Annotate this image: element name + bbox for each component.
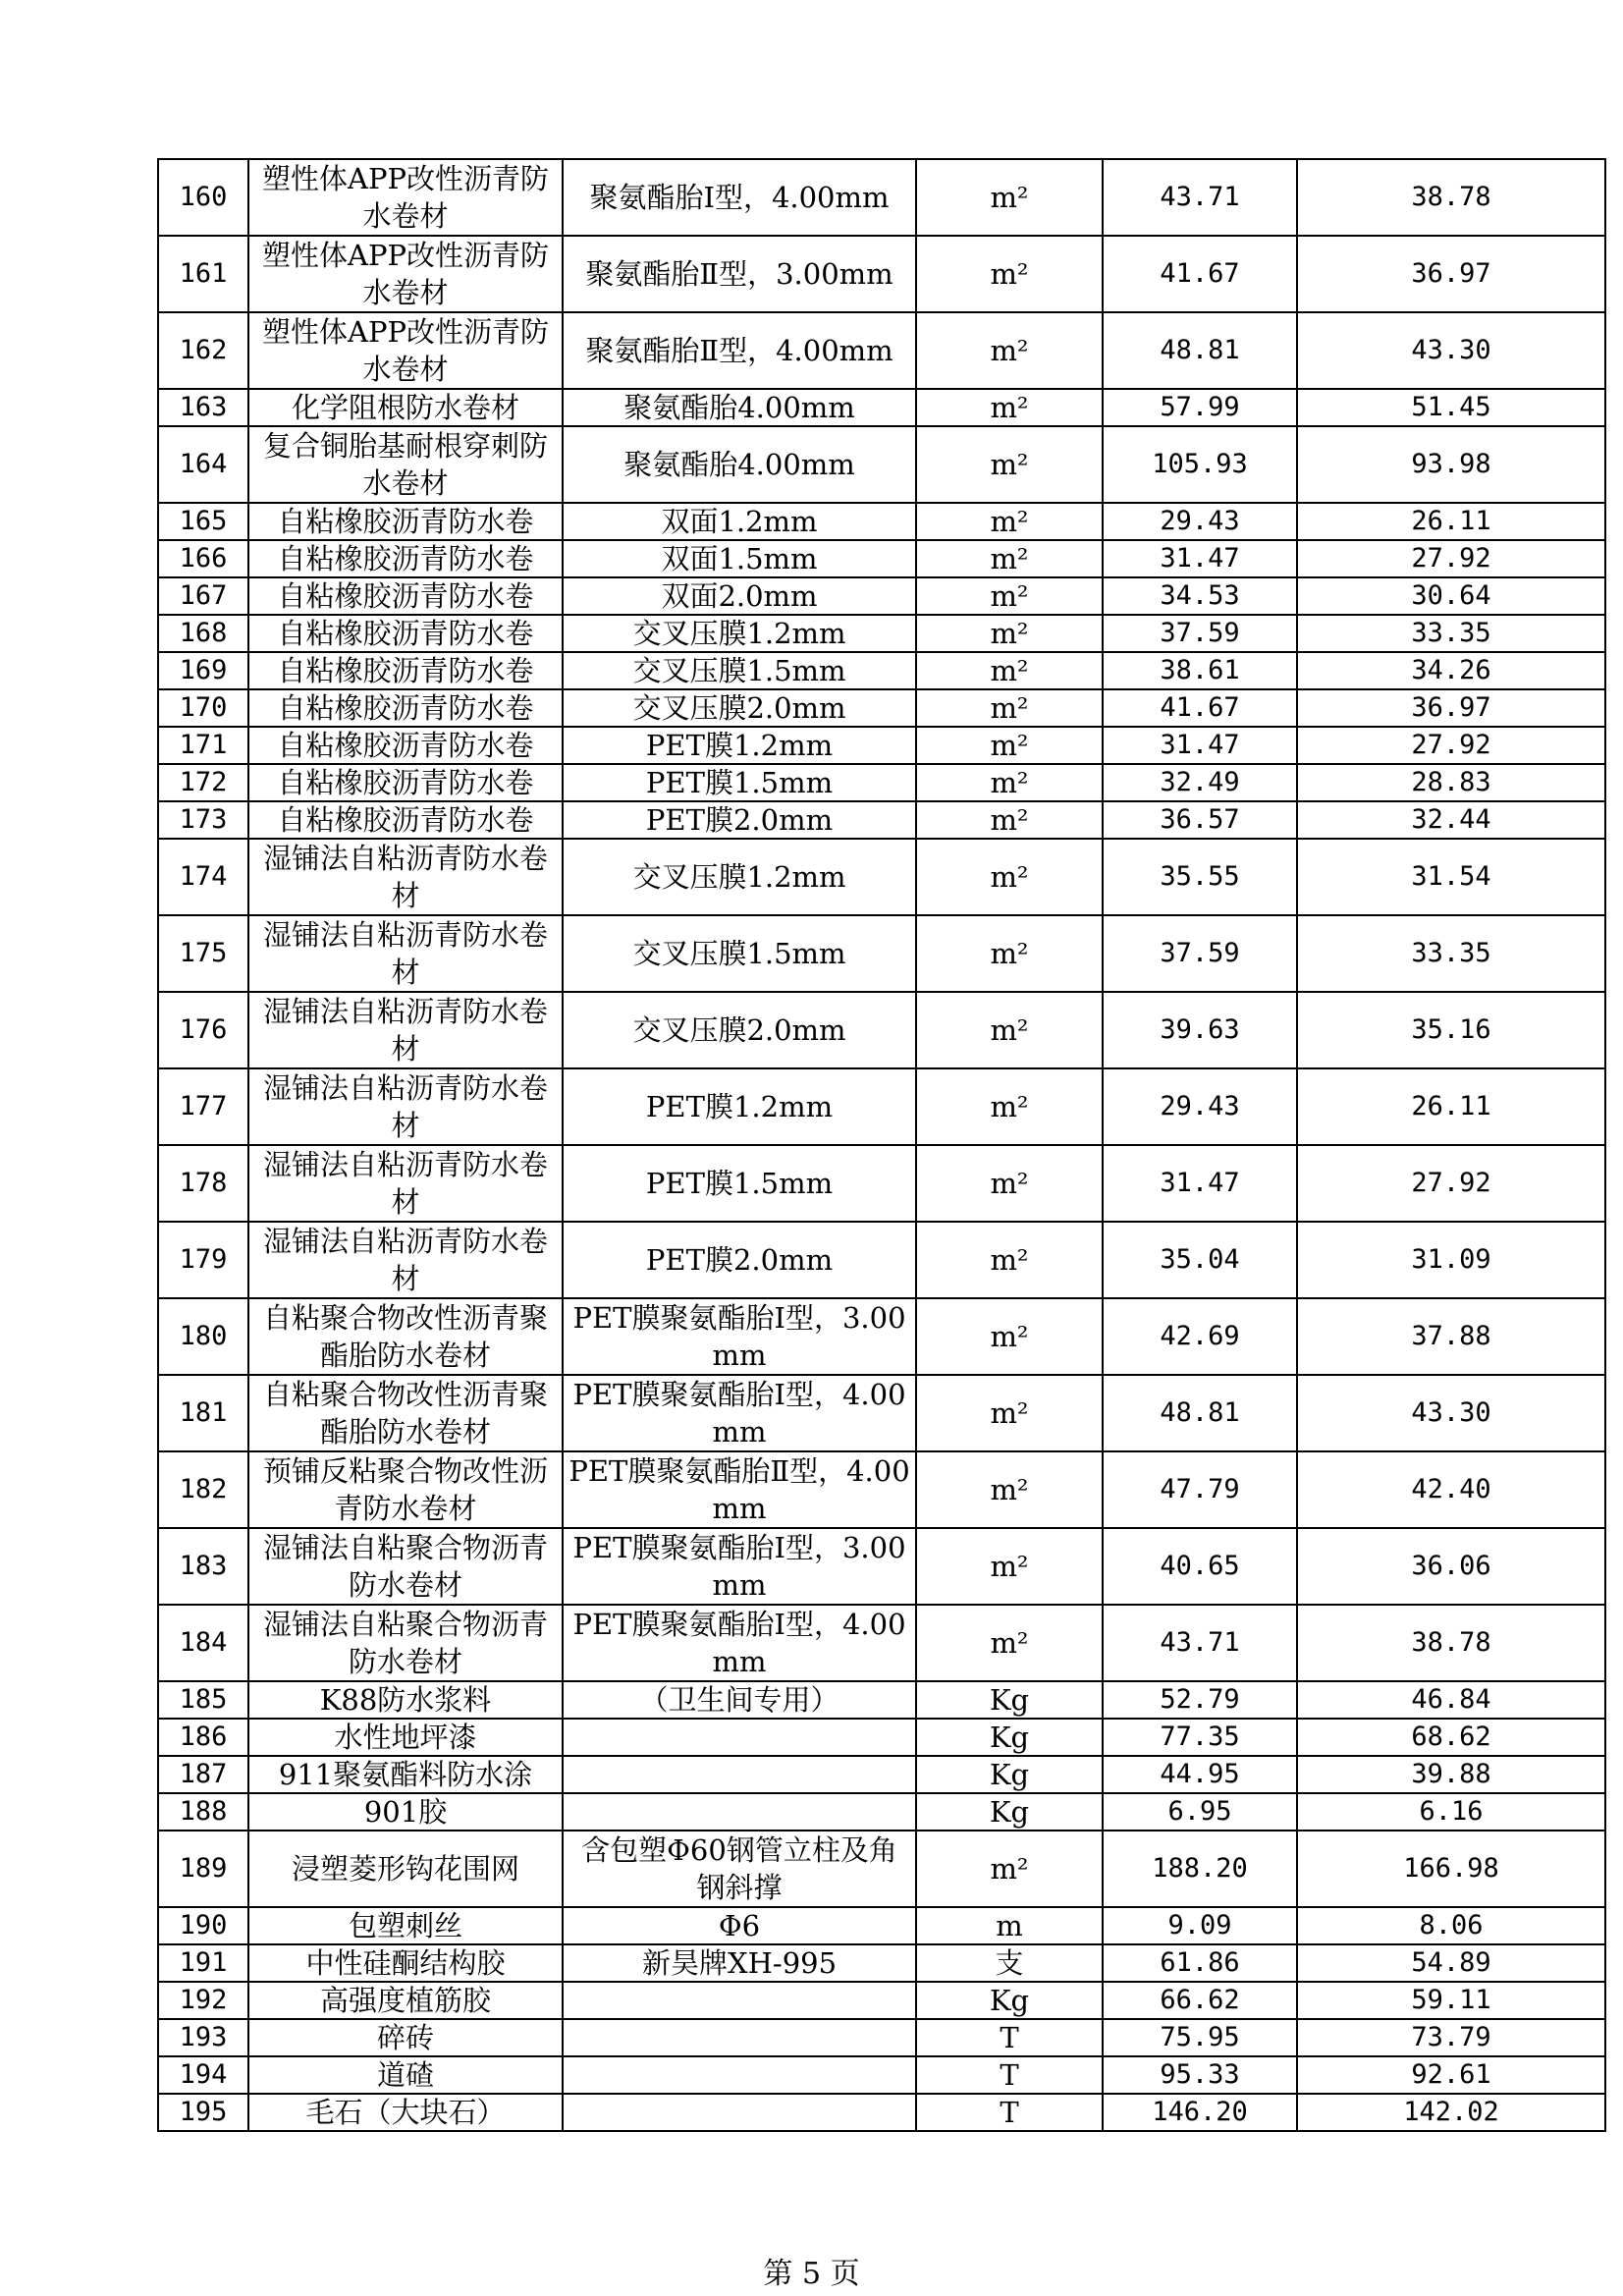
table-row	[158, 1298, 1605, 1375]
row-number-cell: 187	[158, 1756, 248, 1793]
price-incl-tax-cell: 41.67	[1103, 689, 1297, 727]
specification-cell: PET膜聚氨酯胎Ⅰ型，3.00mm	[563, 1528, 916, 1605]
price-incl-tax-cell: 31.47	[1103, 1145, 1297, 1222]
table-row	[158, 1793, 1605, 1831]
price-excl-tax-cell: 26.11	[1297, 503, 1605, 540]
specification-cell: 交叉压膜1.2mm	[563, 615, 916, 652]
price-excl-tax-cell: 30.64	[1297, 577, 1605, 615]
material-name-cell: 自粘橡胶沥青防水卷	[248, 652, 563, 689]
specification-cell: 交叉压膜2.0mm	[563, 689, 916, 727]
row-number-cell: 193	[158, 2019, 248, 2056]
row-number-cell: 190	[158, 1907, 248, 1944]
price-excl-tax-cell: 27.92	[1297, 727, 1605, 764]
row-number-cell: 169	[158, 652, 248, 689]
row-number-cell: 184	[158, 1605, 248, 1681]
material-name-cell: 自粘橡胶沥青防水卷	[248, 727, 563, 764]
unit-cell: m²	[916, 915, 1103, 992]
table-row	[158, 1451, 1605, 1528]
row-number-cell: 183	[158, 1528, 248, 1605]
row-number-cell: 170	[158, 689, 248, 727]
price-incl-tax-cell: 29.43	[1103, 1068, 1297, 1145]
price-excl-tax-cell: 39.88	[1297, 1756, 1605, 1793]
table-row	[158, 1681, 1605, 1719]
row-number-cell: 178	[158, 1145, 248, 1222]
unit-cell: m²	[916, 727, 1103, 764]
material-name-cell: 湿铺法自粘沥青防水卷材	[248, 915, 563, 992]
specification-cell: （卫生间专用）	[563, 1681, 916, 1719]
price-incl-tax-cell: 42.69	[1103, 1298, 1297, 1375]
price-excl-tax-cell: 37.88	[1297, 1298, 1605, 1375]
material-name-cell: 毛石（大块石）	[248, 2094, 563, 2131]
material-name-cell: 自粘橡胶沥青防水卷	[248, 801, 563, 839]
price-excl-tax-cell: 36.97	[1297, 236, 1605, 312]
material-name-cell: 湿铺法自粘沥青防水卷材	[248, 839, 563, 915]
price-excl-tax-cell: 43.30	[1297, 312, 1605, 389]
table-row	[158, 1375, 1605, 1451]
specification-cell: 交叉压膜1.2mm	[563, 839, 916, 915]
price-incl-tax-cell: 57.99	[1103, 389, 1297, 426]
unit-cell: m²	[916, 236, 1103, 312]
specification-cell: PET膜聚氨酯胎Ⅰ型，3.00mm	[563, 1298, 916, 1375]
table-row	[158, 1528, 1605, 1605]
price-excl-tax-cell: 35.16	[1297, 992, 1605, 1068]
row-number-cell: 168	[158, 615, 248, 652]
price-incl-tax-cell: 52.79	[1103, 1681, 1297, 1719]
material-name-cell: K88防水浆料	[248, 1681, 563, 1719]
price-incl-tax-cell: 37.59	[1103, 915, 1297, 992]
material-name-cell: 湿铺法自粘沥青防水卷材	[248, 1068, 563, 1145]
specification-cell: 交叉压膜1.5mm	[563, 915, 916, 992]
material-name-cell: 塑性体APP改性沥青防水卷材	[248, 236, 563, 312]
row-number-cell: 161	[158, 236, 248, 312]
price-excl-tax-cell: 46.84	[1297, 1681, 1605, 1719]
specification-cell	[563, 2094, 916, 2131]
price-incl-tax-cell: 41.67	[1103, 236, 1297, 312]
table-row	[158, 1756, 1605, 1793]
table-row	[158, 1222, 1605, 1298]
unit-cell: m²	[916, 801, 1103, 839]
unit-cell: m²	[916, 764, 1103, 801]
material-name-cell: 湿铺法自粘沥青防水卷材	[248, 1222, 563, 1298]
material-name-cell: 化学阻根防水卷材	[248, 389, 563, 426]
table-row	[158, 312, 1605, 389]
unit-cell: m²	[916, 1451, 1103, 1528]
price-excl-tax-cell: 34.26	[1297, 652, 1605, 689]
material-name-cell: 复合铜胎基耐根穿刺防水卷材	[248, 426, 563, 503]
unit-cell: m²	[916, 652, 1103, 689]
specification-cell	[563, 1756, 916, 1793]
price-incl-tax-cell: 95.33	[1103, 2056, 1297, 2094]
row-number-cell: 188	[158, 1793, 248, 1831]
material-name-cell: 道碴	[248, 2056, 563, 2094]
price-incl-tax-cell: 61.86	[1103, 1944, 1297, 1982]
price-incl-tax-cell: 146.20	[1103, 2094, 1297, 2131]
price-excl-tax-cell: 27.92	[1297, 540, 1605, 577]
unit-cell: m²	[916, 839, 1103, 915]
price-incl-tax-cell: 35.55	[1103, 839, 1297, 915]
table-row	[158, 503, 1605, 540]
table-row	[158, 577, 1605, 615]
price-excl-tax-cell: 51.45	[1297, 389, 1605, 426]
table-row	[158, 915, 1605, 992]
material-name-cell: 自粘橡胶沥青防水卷	[248, 540, 563, 577]
price-incl-tax-cell: 31.47	[1103, 727, 1297, 764]
price-excl-tax-cell: 32.44	[1297, 801, 1605, 839]
row-number-cell: 189	[158, 1831, 248, 1907]
price-excl-tax-cell: 38.78	[1297, 159, 1605, 236]
unit-cell: Kg	[916, 1681, 1103, 1719]
material-name-cell: 自粘橡胶沥青防水卷	[248, 615, 563, 652]
material-name-cell: 水性地坪漆	[248, 1719, 563, 1756]
price-excl-tax-cell: 42.40	[1297, 1451, 1605, 1528]
table-row	[158, 727, 1605, 764]
material-name-cell: 901胶	[248, 1793, 563, 1831]
unit-cell: m	[916, 1907, 1103, 1944]
table-row	[158, 801, 1605, 839]
row-number-cell: 192	[158, 1982, 248, 2019]
price-incl-tax-cell: 37.59	[1103, 615, 1297, 652]
table-row	[158, 992, 1605, 1068]
row-number-cell: 173	[158, 801, 248, 839]
table-row	[158, 1907, 1605, 1944]
table-row	[158, 1944, 1605, 1982]
specification-cell: PET膜1.5mm	[563, 1145, 916, 1222]
price-incl-tax-cell: 34.53	[1103, 577, 1297, 615]
price-incl-tax-cell: 47.79	[1103, 1451, 1297, 1528]
unit-cell: Kg	[916, 1719, 1103, 1756]
row-number-cell: 180	[158, 1298, 248, 1375]
price-incl-tax-cell: 77.35	[1103, 1719, 1297, 1756]
price-excl-tax-cell: 8.06	[1297, 1907, 1605, 1944]
unit-cell: T	[916, 2019, 1103, 2056]
table-row	[158, 159, 1605, 236]
price-incl-tax-cell: 35.04	[1103, 1222, 1297, 1298]
table-row	[158, 2019, 1605, 2056]
table-row	[158, 839, 1605, 915]
specification-cell: 聚氨酯胎Ⅱ型，4.00mm	[563, 312, 916, 389]
unit-cell: m²	[916, 1145, 1103, 1222]
unit-cell: m²	[916, 503, 1103, 540]
material-name-cell: 自粘橡胶沥青防水卷	[248, 764, 563, 801]
unit-cell: m²	[916, 1375, 1103, 1451]
row-number-cell: 171	[158, 727, 248, 764]
row-number-cell: 164	[158, 426, 248, 503]
table-row	[158, 1068, 1605, 1145]
price-incl-tax-cell: 105.93	[1103, 426, 1297, 503]
table-row	[158, 236, 1605, 312]
row-number-cell: 194	[158, 2056, 248, 2094]
table-row	[158, 426, 1605, 503]
table-row	[158, 1605, 1605, 1681]
price-excl-tax-cell: 142.02	[1297, 2094, 1605, 2131]
price-incl-tax-cell: 66.62	[1103, 1982, 1297, 2019]
row-number-cell: 167	[158, 577, 248, 615]
row-number-cell: 176	[158, 992, 248, 1068]
specification-cell: 双面1.5mm	[563, 540, 916, 577]
unit-cell: m²	[916, 159, 1103, 236]
price-excl-tax-cell: 33.35	[1297, 615, 1605, 652]
unit-cell: m²	[916, 689, 1103, 727]
table-row	[158, 1982, 1605, 2019]
unit-cell: m²	[916, 1222, 1103, 1298]
specification-cell	[563, 1793, 916, 1831]
row-number-cell: 174	[158, 839, 248, 915]
table-row	[158, 389, 1605, 426]
table-row	[158, 2094, 1605, 2131]
price-excl-tax-cell: 38.78	[1297, 1605, 1605, 1681]
table-row	[158, 2056, 1605, 2094]
unit-cell: m²	[916, 992, 1103, 1068]
unit-cell: m²	[916, 426, 1103, 503]
price-incl-tax-cell: 75.95	[1103, 2019, 1297, 2056]
unit-cell: m²	[916, 1831, 1103, 1907]
price-excl-tax-cell: 26.11	[1297, 1068, 1605, 1145]
row-number-cell: 175	[158, 915, 248, 992]
material-name-cell: 碎砖	[248, 2019, 563, 2056]
row-number-cell: 186	[158, 1719, 248, 1756]
specification-cell: 聚氨酯胎4.00mm	[563, 389, 916, 426]
table-row	[158, 540, 1605, 577]
price-excl-tax-cell: 73.79	[1297, 2019, 1605, 2056]
material-name-cell: 包塑刺丝	[248, 1907, 563, 1944]
unit-cell: m²	[916, 312, 1103, 389]
unit-cell: 支	[916, 1944, 1103, 1982]
price-incl-tax-cell: 48.81	[1103, 312, 1297, 389]
row-number-cell: 162	[158, 312, 248, 389]
unit-cell: Kg	[916, 1793, 1103, 1831]
material-name-cell: 湿铺法自粘沥青防水卷材	[248, 1145, 563, 1222]
unit-cell: m²	[916, 577, 1103, 615]
price-incl-tax-cell: 40.65	[1103, 1528, 1297, 1605]
price-excl-tax-cell: 68.62	[1297, 1719, 1605, 1756]
price-incl-tax-cell: 43.71	[1103, 1605, 1297, 1681]
row-number-cell: 160	[158, 159, 248, 236]
price-incl-tax-cell: 32.49	[1103, 764, 1297, 801]
material-name-cell: 自粘橡胶沥青防水卷	[248, 503, 563, 540]
material-name-cell: 自粘橡胶沥青防水卷	[248, 577, 563, 615]
price-excl-tax-cell: 28.83	[1297, 764, 1605, 801]
specification-cell	[563, 1719, 916, 1756]
price-incl-tax-cell: 188.20	[1103, 1831, 1297, 1907]
table-row	[158, 689, 1605, 727]
row-number-cell: 166	[158, 540, 248, 577]
specification-cell: 聚氨酯胎4.00mm	[563, 426, 916, 503]
price-incl-tax-cell: 38.61	[1103, 652, 1297, 689]
specification-cell: 双面1.2mm	[563, 503, 916, 540]
specification-cell: PET膜聚氨酯胎Ⅱ型，4.00mm	[563, 1451, 916, 1528]
price-excl-tax-cell: 166.98	[1297, 1831, 1605, 1907]
price-incl-tax-cell: 39.63	[1103, 992, 1297, 1068]
price-excl-tax-cell: 36.06	[1297, 1528, 1605, 1605]
specification-cell: 交叉压膜1.5mm	[563, 652, 916, 689]
price-incl-tax-cell: 36.57	[1103, 801, 1297, 839]
row-number-cell: 191	[158, 1944, 248, 1982]
row-number-cell: 181	[158, 1375, 248, 1451]
specification-cell: 聚氨酯胎Ⅰ型，4.00mm	[563, 159, 916, 236]
row-number-cell: 165	[158, 503, 248, 540]
unit-cell: m²	[916, 389, 1103, 426]
material-name-cell: 塑性体APP改性沥青防水卷材	[248, 312, 563, 389]
price-excl-tax-cell: 31.09	[1297, 1222, 1605, 1298]
row-number-cell: 195	[158, 2094, 248, 2131]
price-incl-tax-cell: 6.95	[1103, 1793, 1297, 1831]
material-name-cell: 湿铺法自粘聚合物沥青防水卷材	[248, 1528, 563, 1605]
unit-cell: Kg	[916, 1756, 1103, 1793]
specification-cell	[563, 1982, 916, 2019]
price-incl-tax-cell: 31.47	[1103, 540, 1297, 577]
material-name-cell: 湿铺法自粘沥青防水卷材	[248, 992, 563, 1068]
price-excl-tax-cell: 27.92	[1297, 1145, 1605, 1222]
unit-cell: m²	[916, 540, 1103, 577]
price-incl-tax-cell: 48.81	[1103, 1375, 1297, 1451]
specification-cell: 新昊牌XH-995	[563, 1944, 916, 1982]
material-name-cell: 自粘橡胶沥青防水卷	[248, 689, 563, 727]
price-excl-tax-cell: 43.30	[1297, 1375, 1605, 1451]
price-incl-tax-cell: 44.95	[1103, 1756, 1297, 1793]
specification-cell: 交叉压膜2.0mm	[563, 992, 916, 1068]
table-row	[158, 652, 1605, 689]
material-name-cell: 中性硅酮结构胶	[248, 1944, 563, 1982]
specification-cell: 含包塑Φ60钢管立柱及角钢斜撑	[563, 1831, 916, 1907]
row-number-cell: 182	[158, 1451, 248, 1528]
table-row	[158, 1145, 1605, 1222]
material-name-cell: 自粘聚合物改性沥青聚酯胎防水卷材	[248, 1298, 563, 1375]
price-incl-tax-cell: 43.71	[1103, 159, 1297, 236]
price-excl-tax-cell: 36.97	[1297, 689, 1605, 727]
material-name-cell: 预铺反粘聚合物改性沥青防水卷材	[248, 1451, 563, 1528]
page-number: 第 5 页	[763, 2257, 860, 2291]
price-excl-tax-cell: 54.89	[1297, 1944, 1605, 1982]
specification-cell: Φ6	[563, 1907, 916, 1944]
row-number-cell: 185	[158, 1681, 248, 1719]
material-name-cell: 高强度植筋胶	[248, 1982, 563, 2019]
price-table	[157, 158, 1606, 2132]
material-name-cell: 塑性体APP改性沥青防水卷材	[248, 159, 563, 236]
unit-cell: m²	[916, 1605, 1103, 1681]
price-excl-tax-cell: 31.54	[1297, 839, 1605, 915]
price-excl-tax-cell: 59.11	[1297, 1982, 1605, 2019]
table-body	[158, 159, 1605, 2131]
specification-cell	[563, 2056, 916, 2094]
price-incl-tax-cell: 9.09	[1103, 1907, 1297, 1944]
material-name-cell: 浸塑菱形钩花围网	[248, 1831, 563, 1907]
price-excl-tax-cell: 92.61	[1297, 2056, 1605, 2094]
specification-cell: PET膜2.0mm	[563, 801, 916, 839]
unit-cell: m²	[916, 615, 1103, 652]
unit-cell: T	[916, 2094, 1103, 2131]
specification-cell: PET膜1.2mm	[563, 1068, 916, 1145]
table-row	[158, 764, 1605, 801]
unit-cell: Kg	[916, 1982, 1103, 2019]
unit-cell: m²	[916, 1298, 1103, 1375]
price-incl-tax-cell: 29.43	[1103, 503, 1297, 540]
row-number-cell: 163	[158, 389, 248, 426]
row-number-cell: 177	[158, 1068, 248, 1145]
specification-cell: PET膜聚氨酯胎Ⅰ型，4.00mm	[563, 1375, 916, 1451]
specification-cell: PET膜聚氨酯胎Ⅰ型，4.00mm	[563, 1605, 916, 1681]
unit-cell: T	[916, 2056, 1103, 2094]
row-number-cell: 179	[158, 1222, 248, 1298]
specification-cell: 聚氨酯胎Ⅱ型，3.00mm	[563, 236, 916, 312]
material-name-cell: 湿铺法自粘聚合物沥青防水卷材	[248, 1605, 563, 1681]
table-row	[158, 1719, 1605, 1756]
specification-cell: PET膜1.5mm	[563, 764, 916, 801]
specification-cell: PET膜2.0mm	[563, 1222, 916, 1298]
table-row	[158, 1831, 1605, 1907]
specification-cell	[563, 2019, 916, 2056]
price-excl-tax-cell: 6.16	[1297, 1793, 1605, 1831]
specification-cell: 双面2.0mm	[563, 577, 916, 615]
unit-cell: m²	[916, 1068, 1103, 1145]
material-name-cell: 自粘聚合物改性沥青聚酯胎防水卷材	[248, 1375, 563, 1451]
price-excl-tax-cell: 93.98	[1297, 426, 1605, 503]
table-row	[158, 615, 1605, 652]
unit-cell: m²	[916, 1528, 1103, 1605]
price-excl-tax-cell: 33.35	[1297, 915, 1605, 992]
specification-cell: PET膜1.2mm	[563, 727, 916, 764]
material-name-cell: 911聚氨酯料防水涂	[248, 1756, 563, 1793]
row-number-cell: 172	[158, 764, 248, 801]
